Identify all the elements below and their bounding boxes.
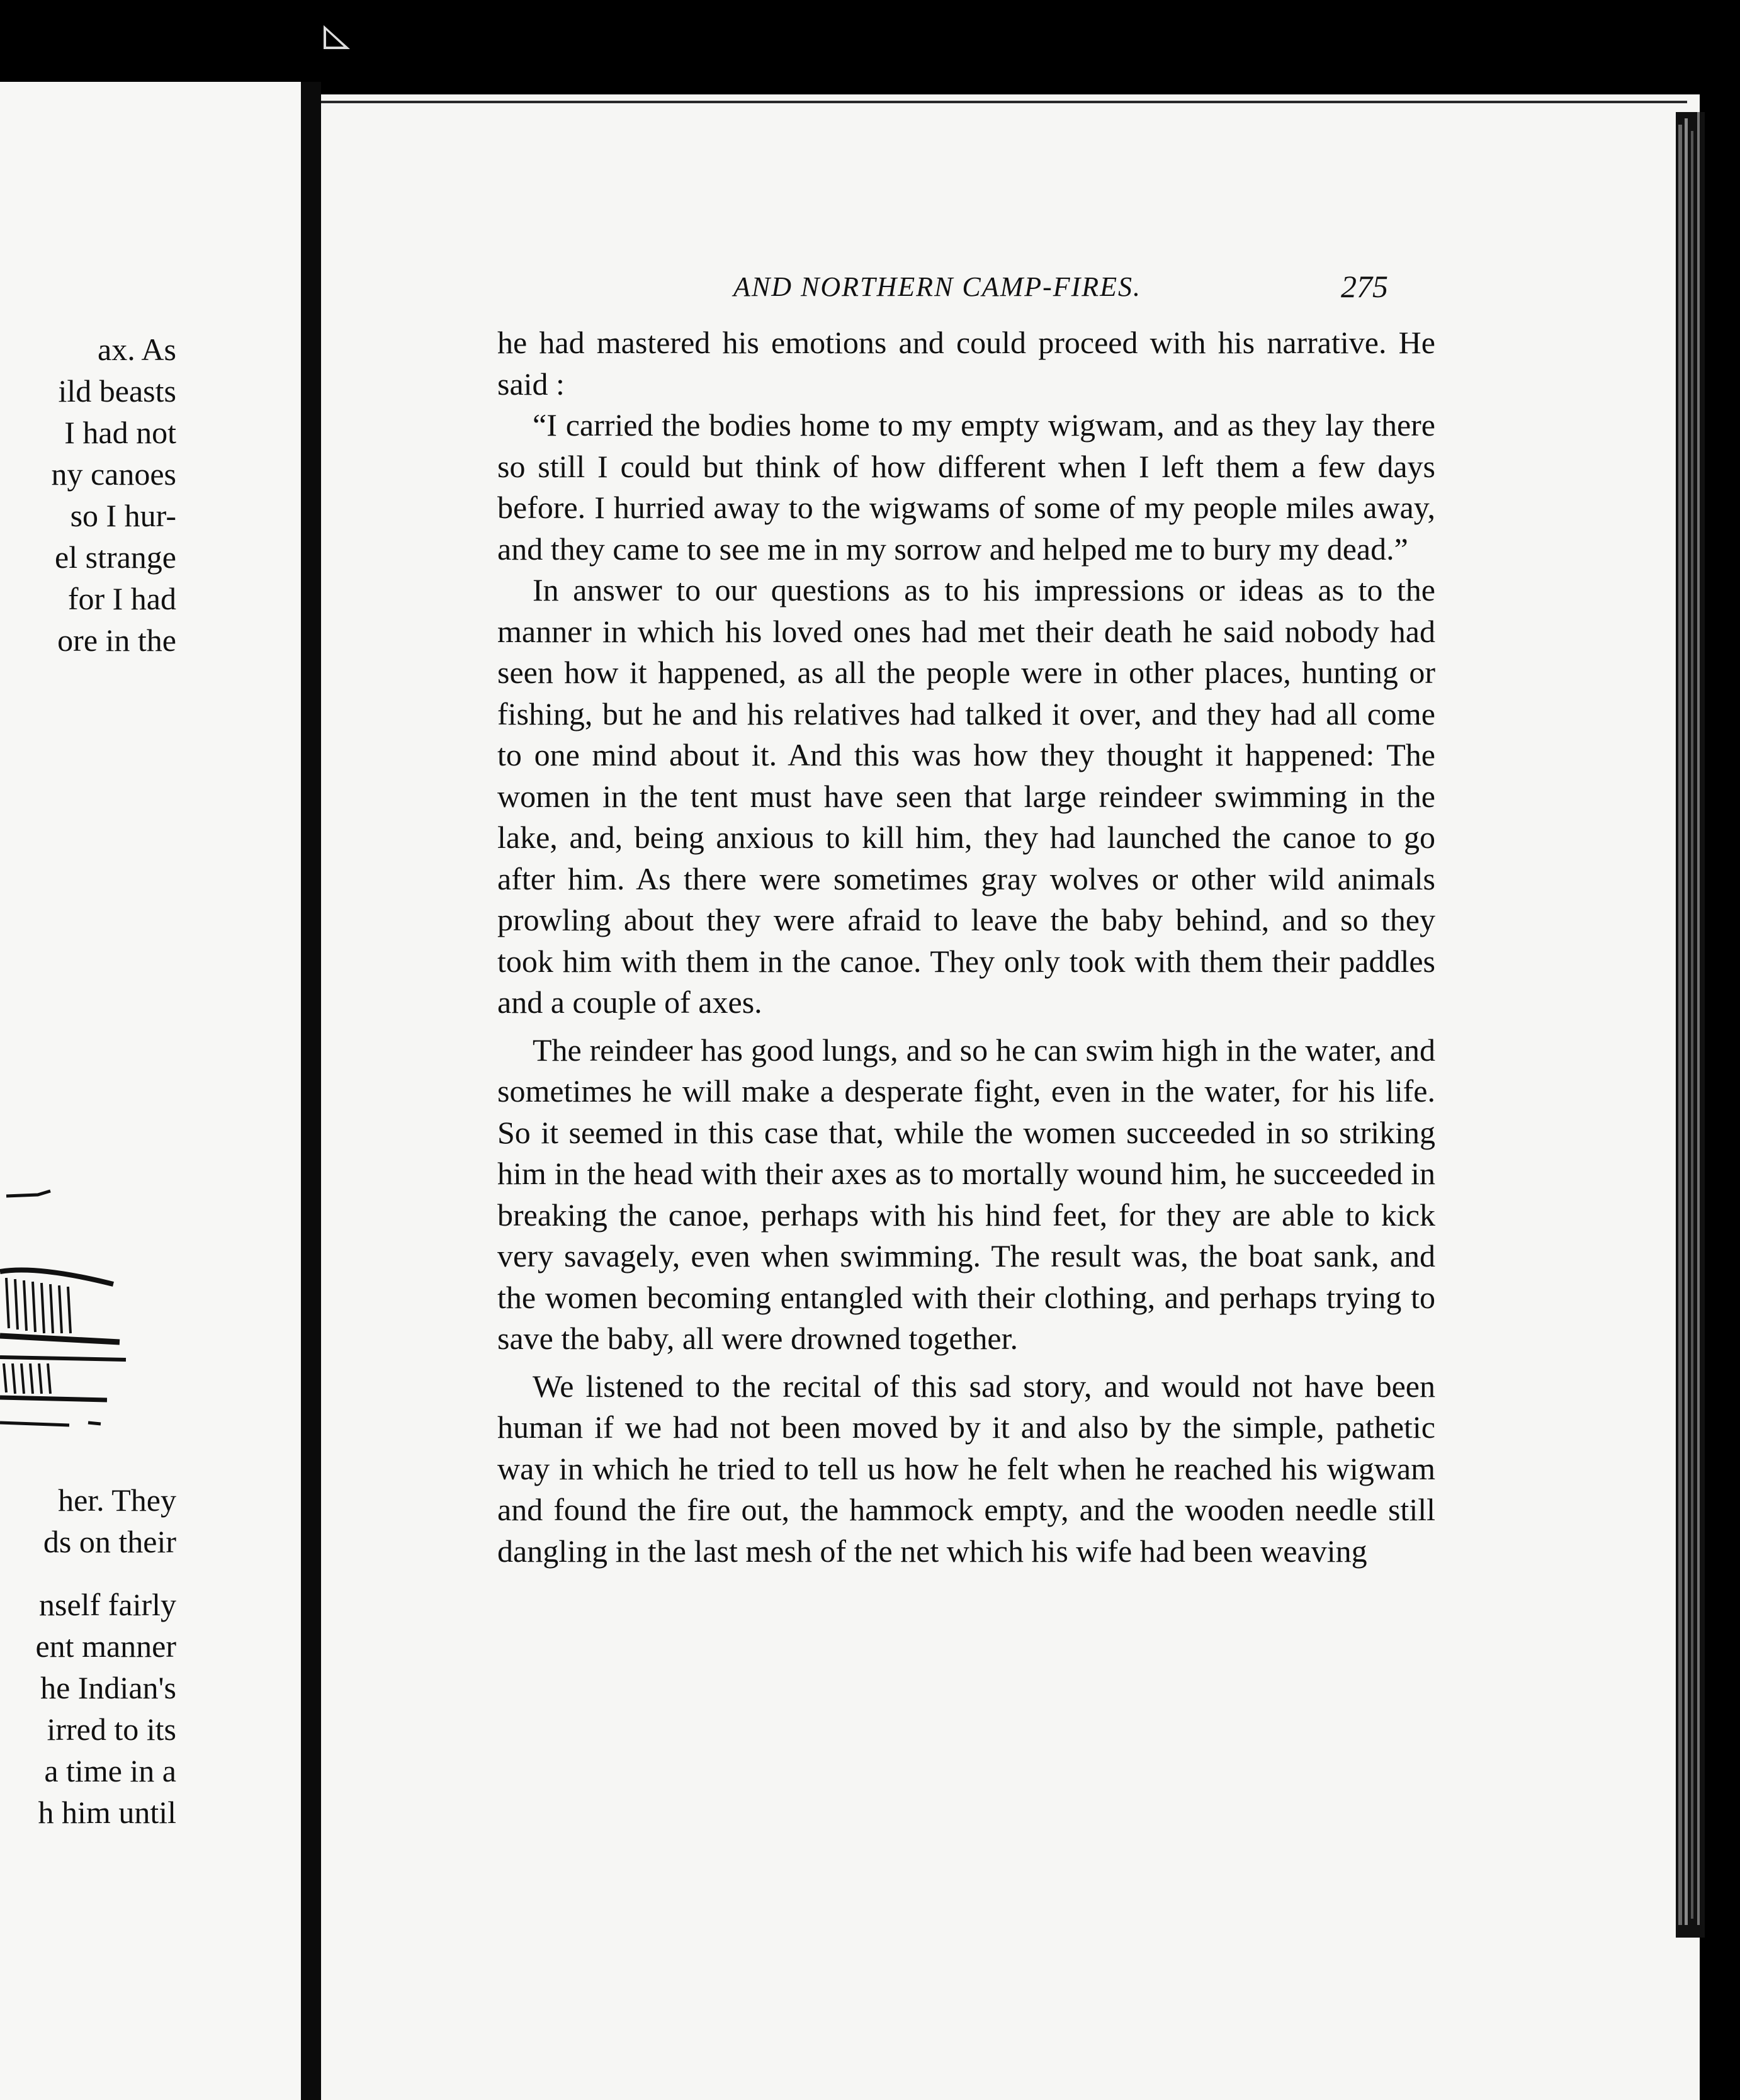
page-stack-edge — [1676, 112, 1705, 1938]
running-header: AND NORTHERN CAMP-FIRES. — [733, 271, 1142, 302]
left-page-line: so I hur- — [70, 498, 176, 533]
book-gutter — [301, 82, 321, 2100]
body-text — [497, 322, 1435, 1572]
engraving-fragment — [0, 1171, 138, 1460]
left-page-line: for I had — [67, 581, 176, 616]
paragraph: “I carried the bodies home to my empty wigwam, and as they lay there so still I could but think of how different when I left them a few days before. I hurried away to the wigwams of some of my people miles away, and they came to see me in my sorrow and helped me to bury my dead.” — [497, 407, 1435, 567]
left-page-line: ore in the — [57, 623, 176, 658]
paragraph: The reindeer has good lungs, and so he can swim high in the water, and sometimes he will make a desperate fight, even in the water, for his life. So it seemed in this case that, while the women succeeded in so striking him in the head with their axes as to mortally wound him, he succeeded in breaking the canoe, perhaps with his hind feet, for they are able to kick very savagely, even when swimming. The result was, the boat sank, and the women becoming entangled with their clothing, and perhaps trying to save the baby, all were drowned together. — [497, 1032, 1435, 1356]
paragraph: In answer to our questions as to his impressions or ideas as to the manner in which his loved ones had met their death he said nobody had seen how it happened, as all the people were in other places, hunting or fishing, but he and his relatives had talked it over, and they had all come to one mind about it. And this was how they thought it happened: The women in the tent must have seen that large reindeer swimming in the lake, and, being anxious to kill him, they had launched the canoe to go after him. As there were sometimes gray wolves or other wild animals prowling about they were afraid to leave the baby behind, and so they took him with them in the canoe. They only took with them their paddles and a couple of axes. — [497, 572, 1435, 1020]
left-page-line: irred to its — [47, 1712, 176, 1747]
scan-corner-mark — [322, 23, 351, 52]
page-top-edge — [321, 101, 1687, 103]
left-page — [0, 82, 301, 2100]
left-page-line: I had not — [64, 415, 176, 450]
paragraph: We listened to the recital of this sad story, and would not have been human if we had not been moved by it and also by the simple, pathetic way in which he tried to tell us how he felt when he reached his wigwam and found the fire out, the hammock empty, and the wooden needle still dangling in the last mesh of the net which his wife had been weaving — [497, 1368, 1435, 1569]
left-page-line: nself fairly — [39, 1587, 176, 1622]
left-page-line: her. They — [58, 1482, 176, 1518]
left-page-line: ax. As — [98, 332, 176, 367]
left-page-line: ds on their — [43, 1524, 176, 1559]
left-page-line: ny canoes — [51, 456, 176, 492]
left-page-line: el strange — [55, 539, 176, 575]
page-number: 275 — [1341, 269, 1388, 304]
paragraph: he had mastered his emotions and could proceed with his narrative. He said : — [497, 325, 1435, 402]
left-page-line: ild beasts — [58, 373, 176, 409]
left-page-line: ent manner — [35, 1629, 176, 1664]
right-page — [321, 94, 1700, 2100]
left-page-line: he Indian's — [40, 1670, 176, 1705]
left-page-line: h him until — [38, 1795, 176, 1830]
left-page-line: a time in a — [44, 1753, 176, 1788]
